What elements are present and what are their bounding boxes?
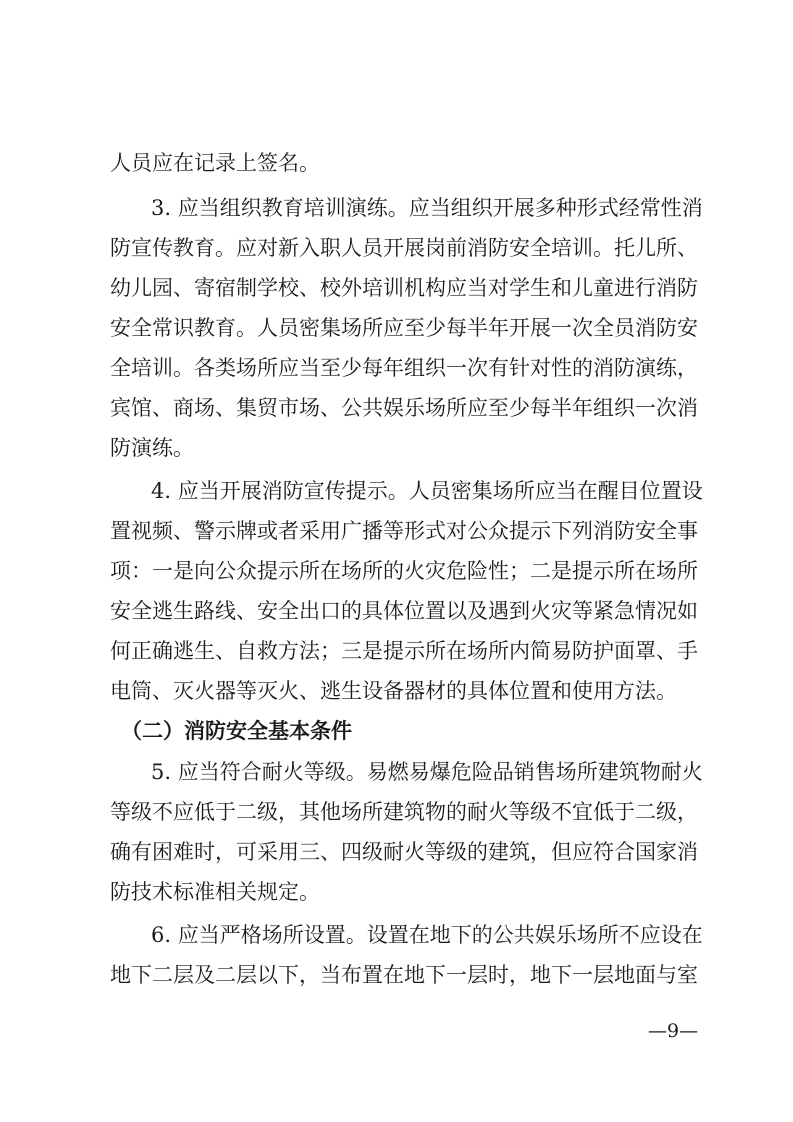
text-line: 幼儿园、寄宿制学校、校外培训机构应当对学生和儿童进行消防 [110,276,698,300]
paragraph-4-start: 4. 应当开展消防宣传提示。人员密集场所应当在醒目位置设 [151,479,703,503]
text-line: 等级不应低于二级，其他场所建筑物的耐火等级不宜低于二级， [110,800,698,824]
text-line: 全培训。各类场所应当至少每年组织一次有针对性的消防演练， [110,356,698,380]
text-line: 何正确逃生、自救方法；三是提示所在场所内简易防护面罩、手 [110,639,698,663]
text-line: 地下二层及二层以下，当布置在地下一层时，地下一层地面与室 [110,963,698,987]
paragraph-6-start: 6. 应当严格场所设置。设置在地下的公共娱乐场所不应设在 [151,923,703,947]
text-line: 防技术标准相关规定。 [110,880,320,904]
text-line: 安全逃生路线、安全出口的具体位置以及遇到火灾等紧急情况如 [110,599,698,623]
text-line: 置视频、警示牌或者采用广播等形式对公众提示下列消防安全事 [110,519,698,543]
paragraph-3-start: 3. 应当组织教育培训演练。应当组织开展多种形式经常性消 [151,196,703,220]
paragraph-5-start: 5. 应当符合耐火等级。易燃易爆危险品销售场所建筑物耐火 [151,760,703,784]
page-number: —9— [648,1020,699,1042]
section-heading: （二）消防安全基本条件 [121,719,352,743]
text-line: 防演练。 [110,436,194,460]
text-line: 防宣传教育。应对新入职人员开展岗前消防安全培训。托儿所、 [110,236,698,260]
text-line: 确有困难时，可采用三、四级耐火等级的建筑，但应符合国家消 [110,840,698,864]
text-line: 电筒、灭火器等灭火、逃生设备器材的具体位置和使用方法。 [110,679,677,703]
text-line: 人员应在记录上签名。 [110,151,320,175]
text-line: 宾馆、商场、集贸市场、公共娱乐场所应至少每半年组织一次消 [110,396,698,420]
text-line: 安全常识教育。人员密集场所应至少每半年开展一次全员消防安 [110,316,698,340]
text-line: 项：一是向公众提示所在场所的火灾危险性；二是提示所在场所 [110,559,698,583]
